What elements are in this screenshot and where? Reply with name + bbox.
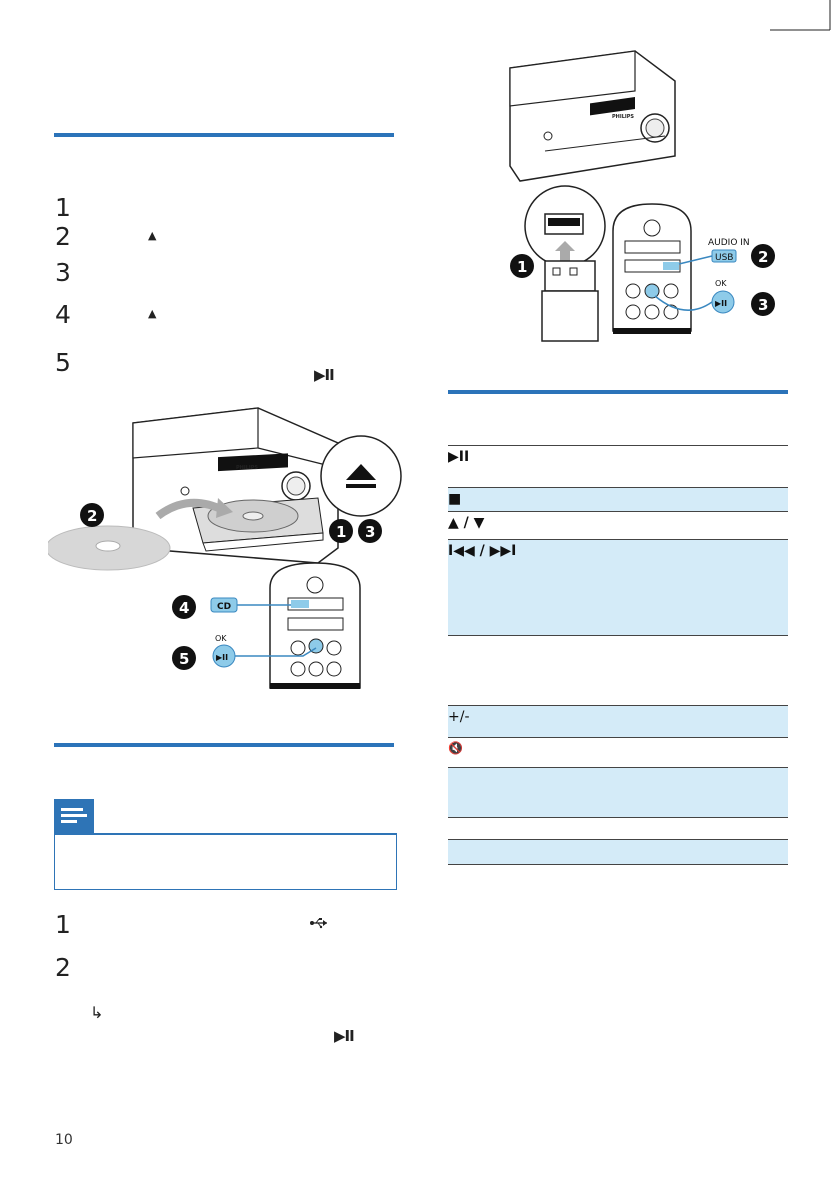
usb-insert-illustration: [500, 46, 790, 346]
cd-step-4: 4: [55, 300, 71, 329]
stop-icon: ■: [448, 491, 462, 507]
table-row: [448, 539, 788, 635]
callout-1: 1: [336, 523, 347, 541]
table-row: [448, 635, 788, 705]
section-rule-usb: [54, 743, 394, 747]
table-row: [448, 817, 788, 839]
table-row: [448, 839, 788, 865]
usb-step-2: 2: [55, 953, 71, 982]
ok-label: OK: [715, 279, 727, 288]
remote-cd-label: CD: [217, 602, 232, 612]
prev-next-icon: I◀◀ / ▶▶I: [448, 543, 517, 559]
usb-step-1: 1: [55, 910, 71, 939]
table-row: [448, 767, 788, 817]
play-pause-icon: ▶II: [314, 366, 334, 384]
callout-5: 5: [179, 650, 190, 668]
note-tab: [54, 799, 94, 833]
play-pause-label: ▶II: [715, 299, 728, 308]
usb-label: USB: [715, 253, 734, 263]
callout-1: 1: [517, 258, 528, 276]
section-rule-cd: [54, 133, 394, 137]
audio-in-label: AUDIO IN: [708, 238, 750, 248]
callout-2: 2: [758, 248, 769, 266]
note-box: [54, 833, 397, 890]
play-pause-icon: ▶II: [334, 1027, 354, 1045]
up-down-icon: ▲ / ▼: [448, 515, 485, 531]
table-row: [448, 511, 788, 539]
volume-icon: +/-: [448, 709, 470, 725]
callout-2: 2: [87, 507, 98, 525]
table-row: [448, 737, 788, 767]
remote-play-label: ▶II: [216, 653, 229, 662]
cd-step-3: 3: [55, 258, 71, 287]
table-row: [448, 705, 788, 737]
remote-ok-label: OK: [215, 634, 227, 643]
cd-step-1: 1: [55, 193, 71, 222]
eject-icon: ▲: [148, 307, 157, 320]
brand-label: PHILIPS: [612, 114, 635, 120]
usb-symbol-icon: [309, 917, 329, 929]
section-rule-buttons: [448, 390, 788, 394]
play-pause-icon: ▶II: [448, 449, 470, 465]
cd-step-2: 2: [55, 222, 71, 251]
page-number: 10: [55, 1132, 73, 1148]
note-icon: [54, 799, 94, 833]
callout-3: 3: [758, 296, 769, 314]
callout-3: 3: [365, 523, 376, 541]
result-arrow-icon: ↳: [90, 1003, 104, 1022]
brand-label: PHILIPS: [236, 465, 259, 471]
callout-4: 4: [179, 599, 190, 617]
mute-icon: 🔇: [448, 741, 463, 755]
cd-insert-illustration: [48, 398, 408, 698]
eject-icon: ▲: [148, 229, 157, 242]
table-row: [448, 445, 788, 487]
crop-mark-top-right: [770, 0, 840, 40]
cd-step-5: 5: [55, 348, 71, 377]
table-row: [448, 487, 788, 511]
